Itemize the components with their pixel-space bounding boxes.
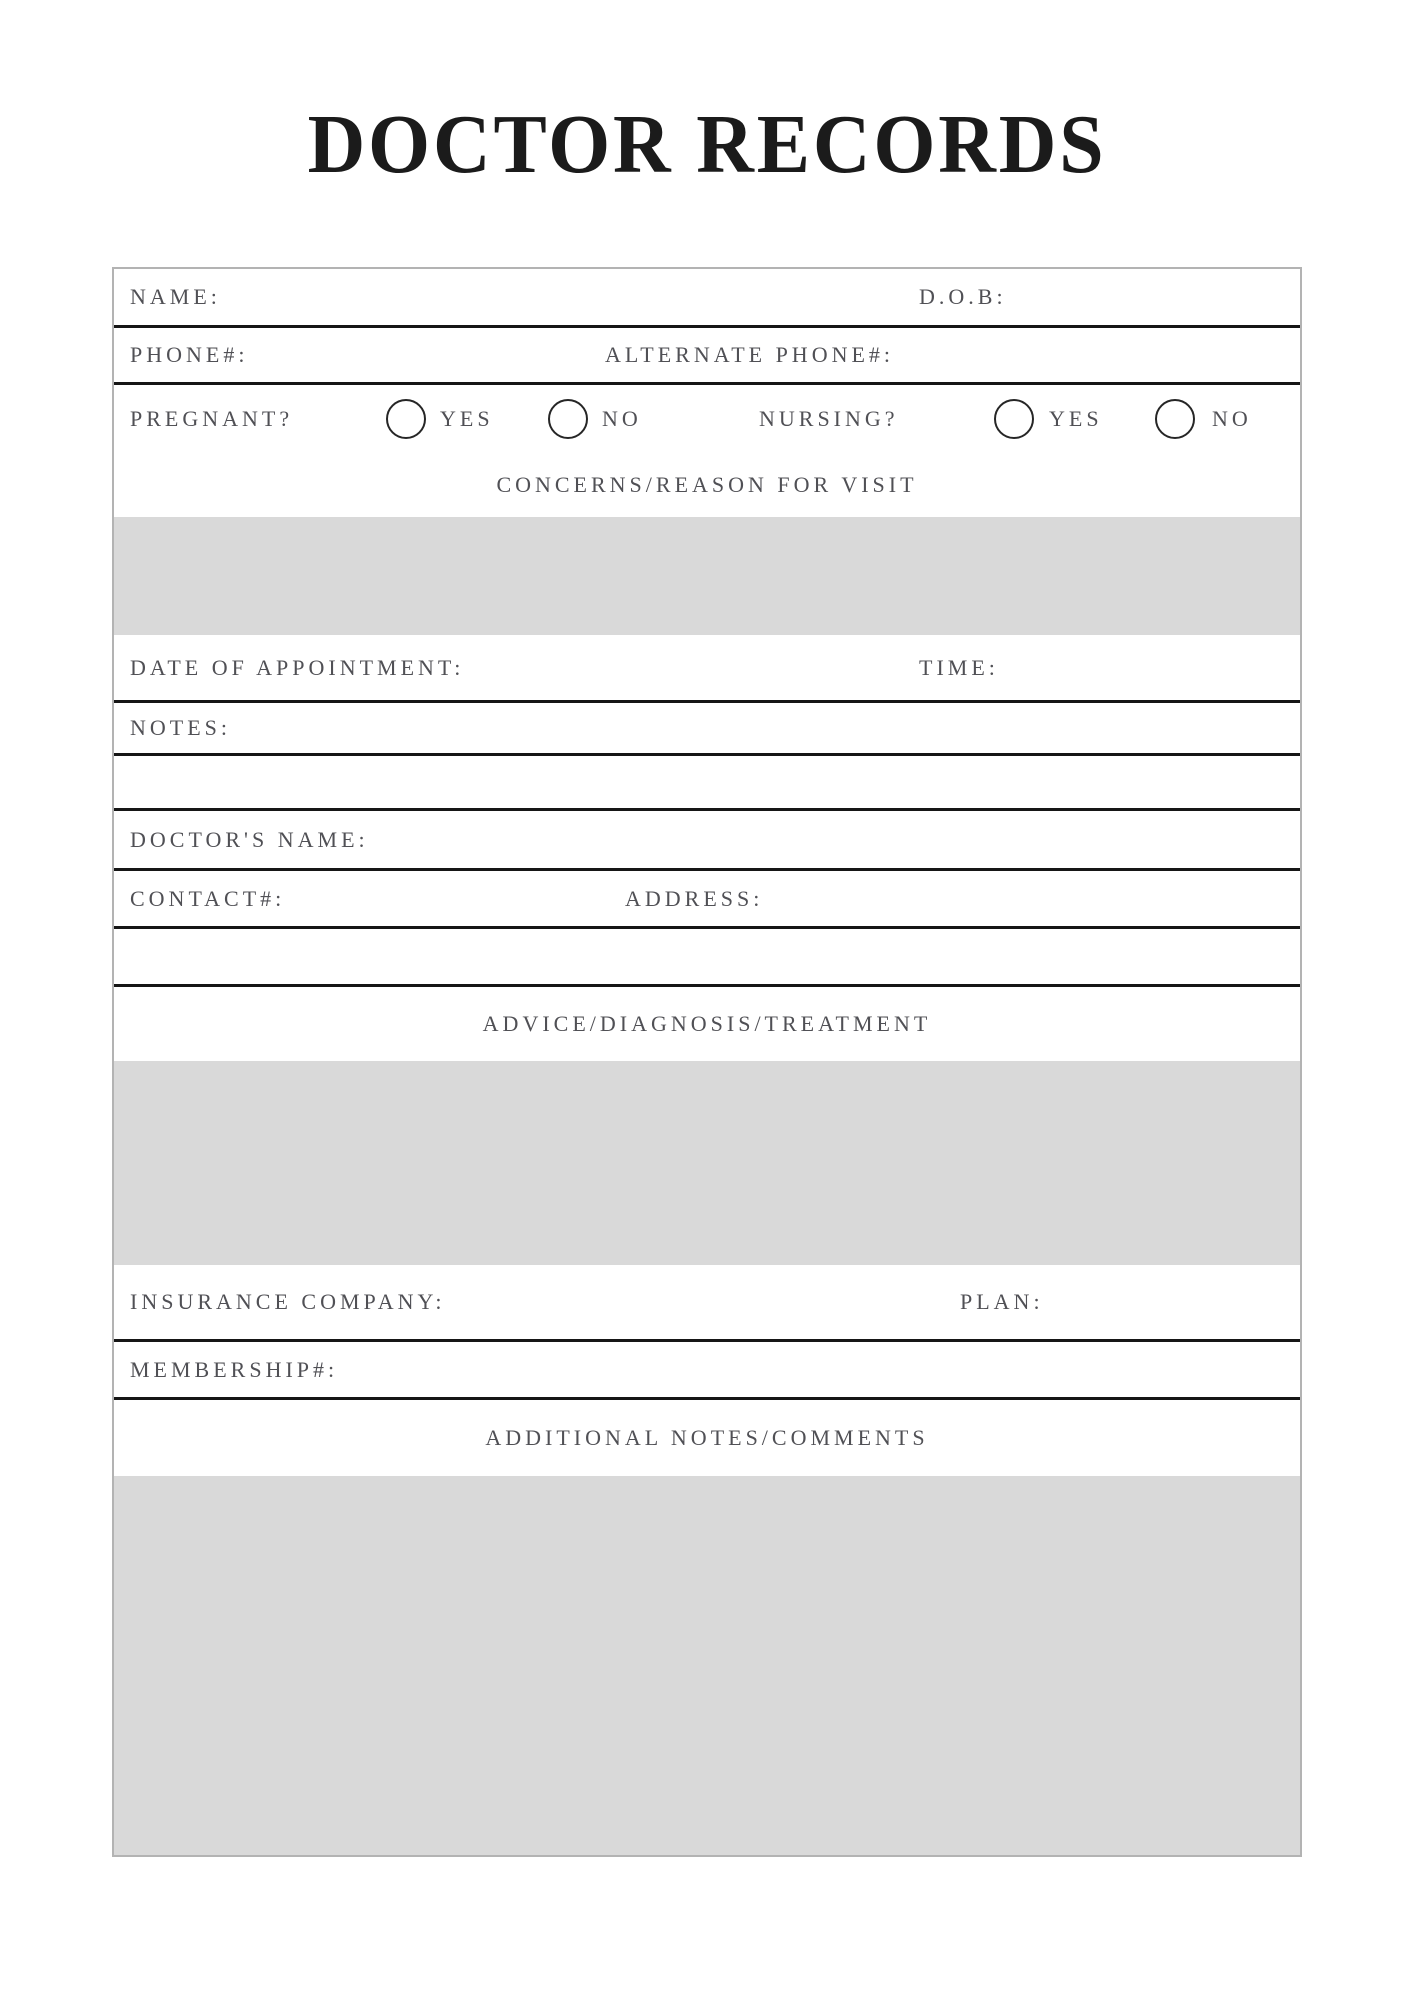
advice-header: ADVICE/DIAGNOSIS/TREATMENT bbox=[482, 1011, 932, 1036]
date-input-area[interactable] bbox=[474, 638, 900, 697]
phone-label: PHONE#: bbox=[130, 342, 249, 367]
advice-input-area[interactable] bbox=[114, 1061, 1300, 1265]
name-input-area[interactable] bbox=[234, 272, 900, 322]
additional-notes-header: ADDITIONAL NOTES/COMMENTS bbox=[485, 1425, 929, 1450]
notes-row bbox=[114, 703, 1300, 753]
plan-label: PLAN: bbox=[960, 1289, 1044, 1314]
insurance-row bbox=[114, 1265, 1300, 1339]
advice-header-row bbox=[114, 987, 1300, 1061]
time-label: TIME: bbox=[919, 654, 999, 680]
plan-input-area[interactable] bbox=[1049, 1268, 1292, 1336]
nursing-no-label: NO bbox=[1212, 406, 1252, 431]
nursing-yes-label: YES bbox=[1049, 406, 1103, 431]
alternate-phone-label: ALTERNATE PHONE#: bbox=[605, 342, 895, 367]
address-input-area[interactable] bbox=[774, 874, 1292, 923]
nursing-label: NURSING? bbox=[759, 406, 899, 431]
name-label: NAME: bbox=[130, 284, 221, 309]
membership-row bbox=[114, 1342, 1300, 1397]
insurance-company-label: INSURANCE COMPANY: bbox=[130, 1289, 446, 1314]
address-label: ADDRESS: bbox=[625, 885, 764, 911]
address-extra-line-row bbox=[114, 929, 1300, 984]
date-of-appointment-label: DATE OF APPOINTMENT: bbox=[130, 654, 465, 680]
alternate-phone-input-area[interactable] bbox=[984, 331, 1292, 379]
notes-extra-line-row bbox=[114, 756, 1300, 808]
notes-label: NOTES: bbox=[130, 715, 231, 740]
notes-input-area-line2[interactable] bbox=[122, 759, 1292, 805]
page-title: DOCTOR RECORDS bbox=[307, 98, 1107, 191]
nursing-yes-radio[interactable] bbox=[994, 399, 1034, 439]
membership-label: MEMBERSHIP#: bbox=[130, 1356, 339, 1382]
pregnant-nursing-row bbox=[114, 385, 1300, 453]
doctor-name-label: DOCTOR'S NAME: bbox=[130, 826, 369, 852]
concerns-input-area[interactable] bbox=[114, 517, 1300, 635]
phone-input-area[interactable] bbox=[269, 331, 585, 379]
membership-input-area[interactable] bbox=[344, 1345, 1292, 1394]
concerns-header-row bbox=[114, 453, 1300, 517]
name-dob-row bbox=[114, 269, 1300, 325]
appointment-row bbox=[114, 635, 1300, 700]
concerns-header: CONCERNS/REASON FOR VISIT bbox=[496, 472, 918, 497]
pregnant-no-radio[interactable] bbox=[548, 399, 588, 439]
pregnant-label: PREGNANT? bbox=[130, 406, 294, 431]
dob-label: D.O.B: bbox=[919, 284, 1007, 309]
doctor-records-form bbox=[112, 267, 1302, 1857]
phone-row bbox=[114, 328, 1300, 382]
notes-input-area[interactable] bbox=[239, 706, 1292, 750]
nursing-no-radio[interactable] bbox=[1155, 399, 1195, 439]
pregnant-no-label: NO bbox=[602, 406, 642, 431]
pregnant-yes-label: YES bbox=[440, 406, 494, 431]
insurance-company-input-area[interactable] bbox=[434, 1268, 940, 1336]
contact-input-area[interactable] bbox=[289, 874, 605, 923]
contact-address-row bbox=[114, 871, 1300, 926]
doctor-name-row bbox=[114, 811, 1300, 868]
dob-input-area[interactable] bbox=[1029, 272, 1292, 322]
address-input-area-line2[interactable] bbox=[122, 932, 1292, 981]
pregnant-yes-radio[interactable] bbox=[386, 399, 426, 439]
contact-label: CONTACT#: bbox=[130, 885, 286, 911]
time-input-area[interactable] bbox=[1009, 638, 1292, 697]
additional-notes-input-area[interactable] bbox=[114, 1476, 1300, 1855]
additional-notes-header-row bbox=[114, 1400, 1300, 1476]
doctor-name-input-area[interactable] bbox=[359, 814, 1292, 865]
